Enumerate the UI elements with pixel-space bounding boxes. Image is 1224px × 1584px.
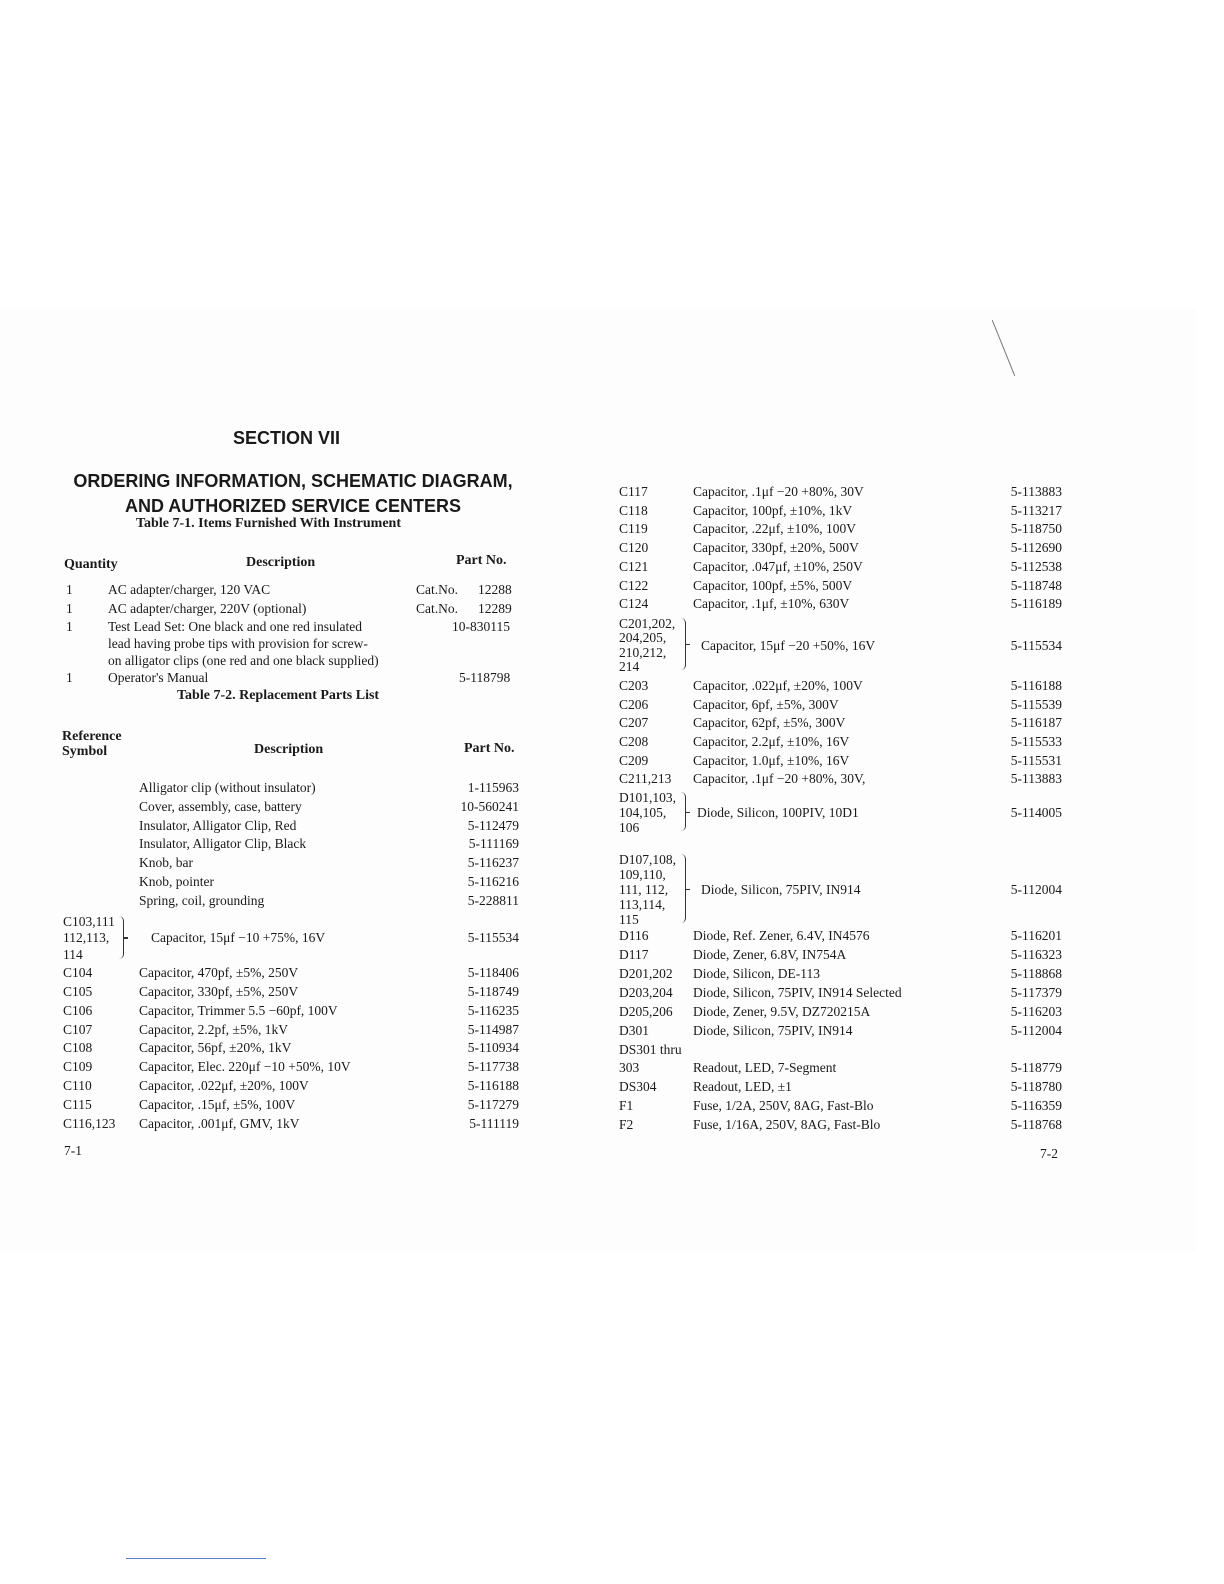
description-cell: Capacitor, 15μf −20 +50%, 16V	[701, 637, 876, 653]
part-cell: 12289	[478, 601, 512, 616]
part-number-cell: 5-228811	[467, 892, 519, 908]
part-number-cell: 5-117738	[467, 1059, 519, 1075]
reference-cell: C209	[619, 752, 649, 768]
part-number-cell: 5-111169	[468, 836, 519, 852]
reference-cell: C118	[619, 502, 648, 518]
table-7-1-header-description: Description	[246, 555, 316, 570]
description-cell: Spring, coil, grounding	[139, 892, 265, 908]
part-number-cell: 5-112004	[1010, 1022, 1062, 1038]
reference-cell: 106	[619, 820, 640, 836]
reference-cell: D117	[619, 947, 649, 962]
quantity-cell: 1	[66, 601, 73, 616]
part-number-cell: 5-112538	[1010, 558, 1062, 574]
part-number-cell: 5-113883	[1010, 771, 1062, 787]
reference-cell: C121	[619, 558, 649, 574]
part-number-cell: 5-115534	[1010, 637, 1062, 653]
part-cell: 12288	[478, 582, 512, 597]
parts-group	[619, 615, 1062, 673]
description-cell: Capacitor, 100pf, ±10%, 1kV	[693, 502, 853, 518]
reference-cell: C103,111	[63, 913, 115, 929]
reference-cell: C211,213	[619, 771, 672, 787]
part-number-cell: 5-114005	[1010, 805, 1062, 821]
description-cell: Diode, Silicon, 75PIV, IN914 Selected	[693, 984, 902, 1000]
description-cell: Alligator clip (without insulator)	[139, 780, 316, 795]
description-cell: Capacitor, 56pf, ±20%, 1kV	[139, 1040, 292, 1056]
description-cell: Operator's Manual	[108, 670, 209, 685]
parts-group	[619, 851, 1062, 926]
reference-cell: F2	[619, 1116, 634, 1132]
description-cell: Capacitor, 2.2pf, ±5%, 1kV	[139, 1021, 288, 1037]
reference-cell: 111, 112,	[619, 882, 669, 898]
part-number-cell: 5-117379	[1010, 984, 1062, 1000]
part-number-cell: 5-117279	[467, 1096, 519, 1112]
description-cell: Cover, assembly, case, battery	[139, 798, 302, 814]
description-cell: Capacitor, .001μf, GMV, 1kV	[139, 1115, 300, 1131]
bracket	[681, 618, 686, 670]
description-cell: AC adapter/charger, 220V (optional)	[108, 601, 307, 616]
part-number-cell: 5-118780	[1010, 1078, 1062, 1094]
part-number-cell: 5-116216	[467, 874, 519, 889]
description-cell: Capacitor, 15μf −10 +75%, 16V	[151, 930, 326, 946]
description-cell: AC adapter/charger, 120 VAC	[108, 582, 271, 597]
reference-cell: C109	[63, 1059, 93, 1075]
part-number-cell: 5-116189	[1010, 596, 1062, 612]
reference-cell: D201,202	[619, 965, 673, 981]
description-cell: Capacitor, 330pf, ±20%, 500V	[693, 540, 859, 556]
description-cell: Diode, Silicon, 75PIV, IN914	[693, 1022, 853, 1038]
part-number-cell: 5-118748	[1010, 577, 1062, 593]
description-line: lead having probe tips with provision for screw-	[108, 636, 368, 651]
reference-cell: C104	[63, 965, 93, 981]
part-number-cell: 5-110934	[467, 1040, 519, 1056]
part-number-cell: 5-116237	[467, 855, 519, 871]
reference-cell: C106	[63, 1002, 93, 1018]
description-cell: Capacitor, .1μf −20 +80%, 30V	[693, 484, 864, 499]
part-number-cell: 5-114987	[467, 1021, 519, 1037]
part-number-cell: 10-560241	[460, 798, 519, 814]
description-cell: Capacitor, Trimmer 5.5 −60pf, 100V	[139, 1002, 338, 1018]
part-number-cell: 1-115963	[467, 780, 519, 795]
section-heading: SECTION VII	[233, 428, 341, 448]
reference-cell: C119	[619, 521, 648, 537]
reference-cell: C115	[63, 1096, 92, 1112]
part-number-cell: 5-115539	[1010, 696, 1062, 712]
bracket	[681, 792, 686, 831]
catalog-label: Cat.No.	[416, 582, 458, 597]
reference-cell: C122	[619, 577, 649, 593]
bracket	[119, 916, 124, 960]
catalog-label: Cat.No.	[416, 601, 458, 616]
table-7-1-caption: Table 7-1. Items Furnished With Instrument	[136, 516, 402, 531]
reference-cell: C208	[619, 734, 649, 749]
reference-cell: 104,105,	[619, 805, 667, 821]
reference-cell: 113,114,	[619, 897, 666, 913]
reference-cell: C117	[619, 484, 648, 499]
quantity-cell: 1	[66, 619, 73, 634]
description-cell: Capacitor, .047μf, ±10%, 250V	[693, 558, 863, 574]
reference-cell: D203,204	[619, 984, 673, 1000]
description-line: Test Lead Set: One black and one red insulated	[108, 619, 362, 634]
part-number-cell: 5-113883	[1010, 484, 1062, 499]
part-number-cell: 5-118768	[1010, 1116, 1062, 1132]
description-line: on alligator clips (one red and one black supplied)	[108, 653, 379, 668]
reference-cell: 204,205,	[619, 630, 667, 646]
part-number-cell: 5-116323	[1010, 947, 1062, 962]
description-cell: Capacitor, .1μf −20 +80%, 30V,	[693, 771, 866, 787]
description-cell: Capacitor, Elec. 220μf −10 +50%, 10V	[139, 1059, 351, 1075]
description-cell: Capacitor, .022μf, ±20%, 100V	[139, 1077, 309, 1093]
part-number-cell: 5-112690	[1010, 540, 1062, 556]
reference-cell: D101,103,	[619, 790, 676, 806]
description-cell: Capacitor, .1μf, ±10%, 630V	[693, 596, 850, 612]
part-number-cell: 5-118750	[1010, 521, 1062, 537]
link-underline	[126, 1558, 266, 1559]
table-7-1-header-quantity: Quantity	[64, 557, 118, 572]
reference-cell: DS304	[619, 1078, 657, 1094]
part-number-cell: 5-113217	[1010, 502, 1062, 518]
bracket	[681, 854, 686, 923]
reference-cell: C124	[619, 596, 649, 612]
reference-cell: 303	[619, 1059, 640, 1075]
reference-cell: 115	[619, 912, 639, 928]
page-number-right: 7-2	[1040, 1146, 1058, 1161]
reference-cell: C203	[619, 677, 649, 693]
page-number-left: 7-1	[64, 1143, 82, 1158]
part-number-cell: 5-118779	[1010, 1059, 1062, 1075]
part-number-cell: 5-118749	[467, 983, 519, 999]
description-cell: Diode, Silicon, 100PIV, 10D1	[697, 805, 859, 821]
reference-cell: C207	[619, 715, 649, 731]
part-number-cell: 5-118406	[467, 965, 519, 981]
description-cell: Capacitor, 6pf, ±5%, 300V	[693, 696, 839, 712]
part-number-cell: 5-118868	[1010, 965, 1062, 981]
description-cell: Capacitor, .15μf, ±5%, 100V	[139, 1096, 296, 1112]
part-number-cell: 5-116188	[467, 1077, 519, 1093]
table-7-2-header-reference: Reference	[62, 729, 122, 744]
reference-cell: 112,113,	[63, 930, 110, 946]
description-cell: Diode, Zener, 9.5V, DZ720215A	[693, 1003, 871, 1019]
table-7-2-header-part: Part No.	[464, 741, 515, 756]
table-7-1-row	[66, 618, 518, 672]
description-cell: Fuse, 1/16A, 250V, 8AG, Fast-Blo	[693, 1116, 881, 1132]
table-7-2-header-symbol: Symbol	[62, 744, 108, 759]
part-number-cell: 5-116187	[1010, 715, 1062, 731]
description-cell: Diode, Silicon, DE-113	[693, 965, 820, 981]
reference-cell: C108	[63, 1040, 93, 1056]
description-cell: Diode, Silicon, 75PIV, IN914	[701, 882, 861, 898]
description-cell: Capacitor, .022μf, ±20%, 100V	[693, 677, 863, 693]
description-cell: Fuse, 1/2A, 250V, 8AG, Fast-Blo	[693, 1097, 874, 1113]
description-cell: Diode, Ref. Zener, 6.4V, IN4576	[693, 928, 870, 944]
part-number-cell: 5-115531	[1010, 752, 1062, 768]
description-cell: Capacitor, .22μf, ±10%, 100V	[693, 521, 856, 537]
part-number-cell: 5-111119	[469, 1115, 519, 1131]
description-cell: Readout, LED, ±1	[693, 1078, 792, 1094]
page-title: ORDERING INFORMATION, SCHEMATIC DIAGRAM, AND AUTHORIZED SERVICE CENTERS	[73, 471, 513, 516]
part-number-cell: 5-116359	[1010, 1097, 1062, 1113]
description-cell: Capacitor, 1.0μf, ±10%, 16V	[693, 752, 850, 768]
part-cell: 5-118798	[459, 670, 511, 685]
part-number-cell: 5-112479	[467, 817, 519, 833]
reference-cell: D116	[619, 928, 649, 944]
part-number-cell: 5-115533	[1010, 734, 1062, 749]
table-7-1-header-part: Part No.	[456, 553, 507, 568]
reference-cell: 210,212,	[619, 644, 667, 660]
part-number-cell: 5-112004	[1010, 882, 1062, 898]
part-number-cell: 5-115534	[467, 930, 519, 946]
reference-cell: C206	[619, 696, 649, 712]
quantity-cell: 1	[66, 670, 73, 685]
reference-cell: 214	[619, 659, 640, 675]
description-cell: Knob, bar	[139, 855, 193, 871]
description-cell: Capacitor, 100pf, ±5%, 500V	[693, 577, 853, 593]
description-cell: Readout, LED, 7-Segment	[693, 1059, 837, 1075]
part-number-cell: 5-116201	[1010, 928, 1062, 944]
description-cell: Insulator, Alligator Clip, Red	[139, 817, 297, 833]
description-cell: Capacitor, 330pf, ±5%, 250V	[139, 983, 299, 999]
description-cell: Capacitor, 2.2μf, ±10%, 16V	[693, 734, 850, 749]
description-cell: Diode, Zener, 6.8V, IN754A	[693, 947, 847, 962]
reference-cell: C107	[63, 1021, 93, 1037]
description-cell: Capacitor, 62pf, ±5%, 300V	[693, 715, 846, 731]
reference-cell: DS301 thru	[619, 1041, 682, 1057]
quantity-cell: 1	[66, 582, 73, 597]
reference-cell: C201,202,	[619, 615, 676, 631]
description-cell: Capacitor, 470pf, ±5%, 250V	[139, 965, 299, 981]
part-cell: 10-830115	[452, 619, 510, 634]
table-7-2-header-description: Description	[254, 742, 324, 757]
reference-cell: 109,110,	[619, 867, 666, 883]
part-number-cell: 5-116188	[1010, 677, 1062, 693]
parts-group	[619, 789, 1062, 834]
reference-cell: D205,206	[619, 1003, 673, 1019]
reference-cell: C120	[619, 540, 649, 556]
reference-cell: D107,108,	[619, 852, 676, 868]
parts-group	[63, 913, 519, 963]
reference-cell: C116,123	[63, 1115, 116, 1131]
description-cell: Knob, pointer	[139, 874, 214, 889]
description-cell: Insulator, Alligator Clip, Black	[139, 836, 307, 852]
table-7-2-caption: Table 7-2. Replacement Parts List	[177, 688, 380, 703]
part-number-cell: 5-116203	[1010, 1003, 1062, 1019]
reference-cell: D301	[619, 1022, 649, 1038]
reference-cell: C105	[63, 983, 93, 999]
part-number-cell: 5-116235	[467, 1002, 519, 1018]
reference-cell: C110	[63, 1077, 92, 1093]
reference-cell: F1	[619, 1097, 634, 1113]
reference-cell: 114	[63, 946, 83, 962]
